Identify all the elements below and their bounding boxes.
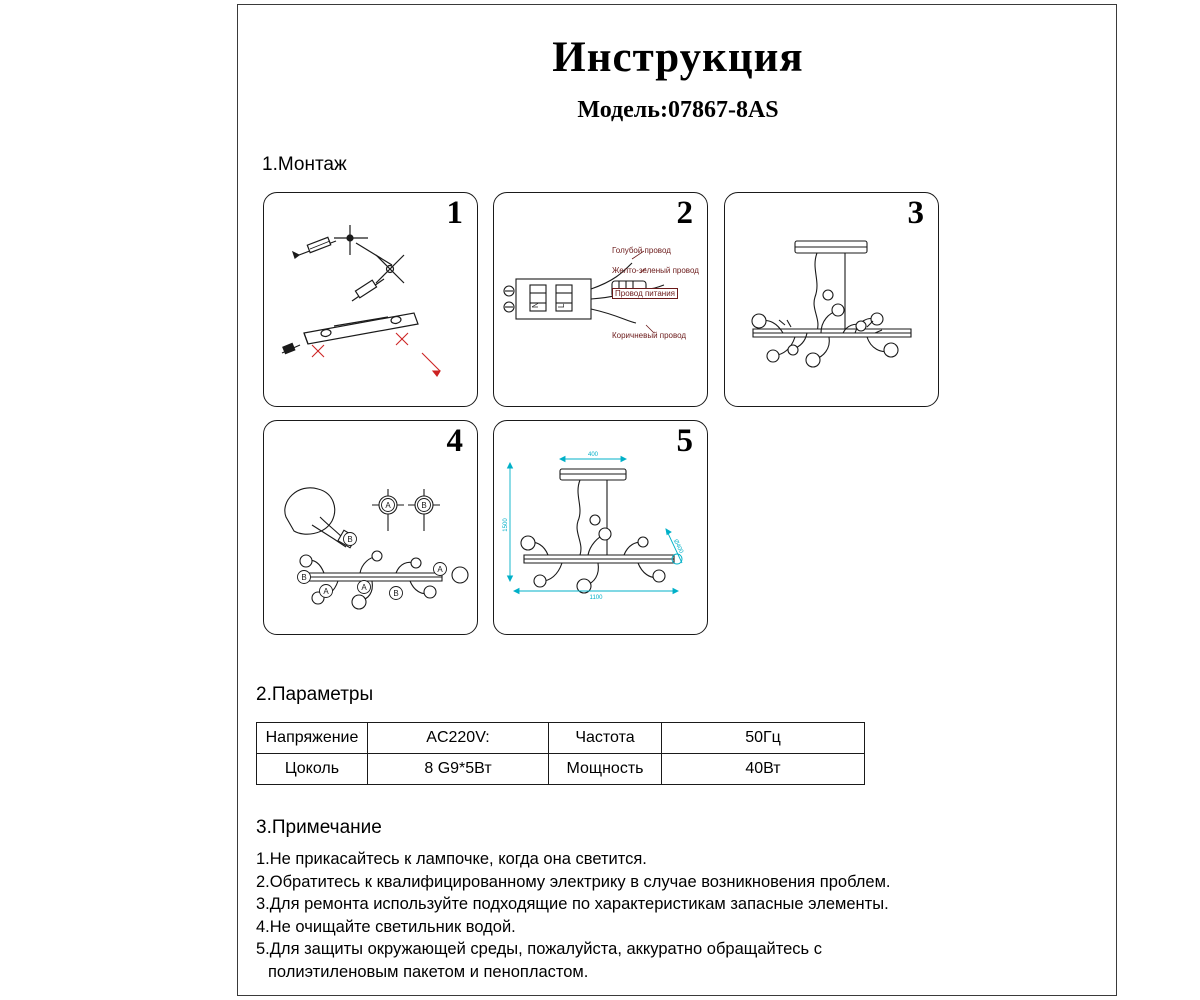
svg-text:B: B [347, 535, 353, 544]
table-row [257, 754, 865, 785]
note-item-4: 4.Не очищайте светильник водой. [256, 917, 516, 936]
svg-text:400: 400 [587, 452, 599, 458]
dimensions-illustration [494, 421, 708, 635]
step-card-3 [724, 192, 939, 407]
wire-label-yellow-green: Желто-зеленый провод [612, 266, 699, 275]
wire-label-brown: Коричневый провод [612, 331, 687, 340]
fixture-assembly-illustration [725, 193, 939, 407]
svg-text:B: B [421, 501, 427, 510]
step-number-1: 1 [446, 195, 463, 231]
param-value-socket: 8 G9*5Вт [368, 754, 549, 785]
step-number-2: 2 [676, 195, 693, 231]
svg-text:1500: 1500 [503, 518, 509, 532]
step-number-5: 5 [676, 423, 693, 459]
instruction-page [237, 4, 1117, 996]
param-value-power: 40Вт [662, 754, 865, 785]
svg-text:N: N [531, 302, 540, 308]
note-item-3: 3.Для ремонта используйте подходящие по характеристикам запасные элементы. [256, 895, 889, 913]
parameters-table [256, 722, 865, 785]
param-label-power: Мощность [549, 754, 662, 785]
svg-text:A: A [323, 587, 329, 596]
step-number-3: 3 [907, 195, 924, 231]
note-item-5: 5.Для защиты окружающей среды, пожалуйста, аккуратно обращайтесь с [256, 940, 822, 958]
note-item-1: 1.Не прикасайтесь к лампочке, когда она светится. [256, 850, 647, 868]
page-content [238, 5, 1118, 997]
model-number: Модель:07867-8AS [577, 97, 779, 123]
svg-text:1100: 1100 [589, 595, 603, 601]
note-item-5-continued: полиэтиленовым пакетом и пенопластом. [268, 962, 589, 981]
svg-text:A: A [437, 565, 443, 574]
wire-label-blue: Голубой провод [612, 246, 671, 255]
section-heading-params: 2.Параметры [256, 684, 374, 705]
section-heading-install: 1.Монтаж [262, 154, 347, 175]
svg-text:B: B [301, 573, 307, 582]
notes-list [256, 848, 1096, 983]
note-item-2: 2.Обратитесь к квалифицированному электрику в случае возникновения проблем. [256, 872, 891, 891]
step-card-4 [263, 420, 478, 635]
glass-shade-assembly-illustration [264, 421, 478, 635]
svg-text:A: A [385, 501, 391, 510]
section-heading-notes: 3.Примечание [256, 817, 382, 838]
step-card-1 [263, 192, 478, 407]
param-value-frequency: 50Гц [662, 723, 865, 754]
param-label-frequency: Частота [549, 723, 662, 754]
step-card-2 [493, 192, 708, 407]
wiring-diagram-illustration [494, 193, 708, 407]
svg-text:Ø400: Ø400 [671, 538, 684, 555]
svg-text:B: B [393, 589, 399, 598]
svg-text:L: L [557, 303, 566, 308]
wire-label-power: Провод питания [612, 288, 678, 299]
bracket-mounting-illustration [264, 193, 478, 407]
param-label-socket: Цоколь [257, 754, 368, 785]
svg-text:A: A [361, 583, 367, 592]
step-card-5 [493, 420, 708, 635]
step-number-4: 4 [446, 423, 463, 459]
param-value-voltage: AC220V: [368, 723, 549, 754]
table-row [257, 723, 865, 754]
param-label-voltage: Напряжение [257, 723, 368, 754]
page-title: Инструкция [552, 34, 804, 81]
